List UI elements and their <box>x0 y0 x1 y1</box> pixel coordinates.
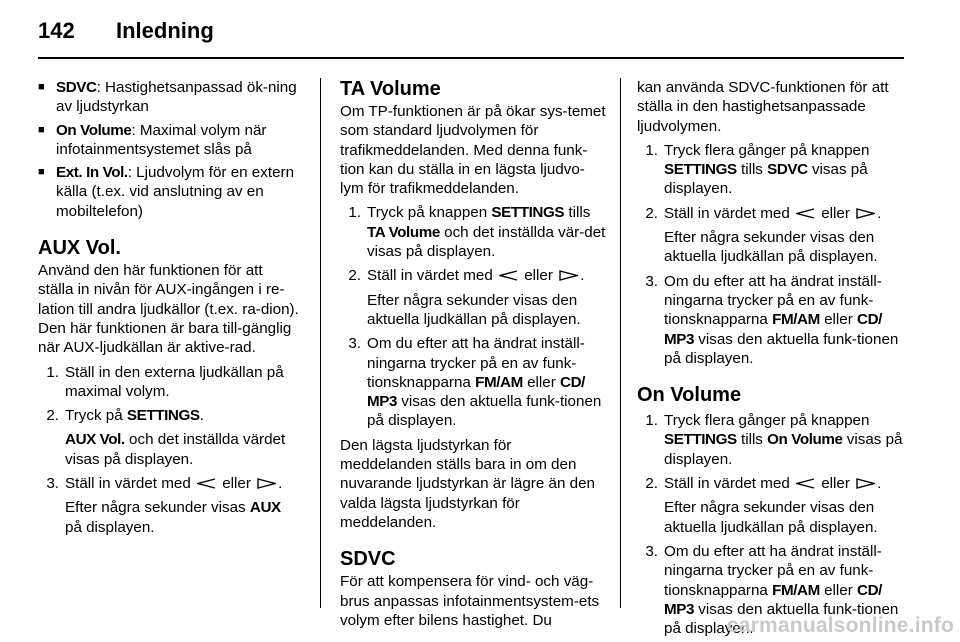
step-item <box>38 474 300 493</box>
step-item <box>637 474 903 493</box>
step-item <box>38 363 300 402</box>
step-text: eller <box>522 373 560 391</box>
square-bullet-icon: ■ <box>38 166 45 179</box>
column-3 <box>637 78 903 638</box>
display-name: TA Volume <box>367 223 440 241</box>
step-text: . <box>199 407 204 425</box>
section-heading-ta-volume: TA Volume <box>340 78 441 100</box>
button-name: SETTINGS <box>664 161 737 179</box>
button-name: CD/ MP3 <box>664 311 882 348</box>
button-name: CD/ MP3 <box>664 581 882 618</box>
step-number: 1. <box>348 204 361 222</box>
button-name: FM/AM <box>772 311 820 329</box>
step-item <box>637 141 903 199</box>
step-number: 1. <box>645 141 658 159</box>
step-text: eller <box>817 475 855 493</box>
step-text: och det inställda värdet visas på displayen. <box>65 431 286 468</box>
step-text: Ställ in värdet med <box>65 475 195 493</box>
bullet-item-on-volume <box>38 121 300 160</box>
step-text: visas den aktuella funk-tionen på displayen. <box>367 393 602 430</box>
section-intro: Använd den här funktionen för att ställa in nivån för AUX-ingången i re-lation till andra ljudkällor (t.ex. ra-dion). Den här funktionen är bara till-gänglig när AUX-ljudkällan är aktive-rad. <box>38 262 299 357</box>
bullet-term: On Volume <box>56 121 132 139</box>
display-name: On Volume <box>767 431 843 449</box>
step-note: Efter några sekunder visas den aktuella ljudkällan på displayen. <box>367 291 581 328</box>
column-2 <box>340 78 606 630</box>
step-number: 3. <box>645 272 658 290</box>
bullet-term: SDVC <box>56 79 97 96</box>
bullet-term: Ext. In Vol. <box>56 164 128 182</box>
step-text: Om du efter att ha ändrat inställ-ningarna trycker på en av funk-tionsknapparna <box>367 335 585 391</box>
step-number: 2. <box>46 407 59 425</box>
step-text: och det inställda vär-det visas på displayen. <box>367 223 606 261</box>
triangle-left-icon <box>796 208 815 219</box>
bullet-text: : Hastighetsanpassad ök-ning av ljudstyrkan <box>56 79 297 116</box>
step-number: 3. <box>46 475 59 493</box>
section-heading-sdvc: SDVC <box>340 548 396 571</box>
step-text: eller <box>817 204 855 222</box>
section-intro: För att kompensera för vind- och väg-brus anpassas infotainmentsystem-ets volym efter bilens hastighet. Du <box>340 573 600 629</box>
step-text: eller <box>819 311 857 329</box>
step-text: eller <box>819 581 857 599</box>
step-item <box>637 411 903 469</box>
display-name: SDVC <box>767 161 808 179</box>
bullet-item-sdvc <box>38 78 300 117</box>
step-text: visas på displayen. <box>664 161 868 198</box>
triangle-left-icon <box>796 478 815 489</box>
step-note <box>65 498 300 537</box>
step-text: Ställ in värdet med <box>664 204 794 222</box>
step-text: Tryck på <box>65 407 127 425</box>
button-name: FM/AM <box>772 581 820 599</box>
step-text: tills <box>736 431 768 449</box>
step-number: 3. <box>348 335 361 353</box>
display-name: AUX Vol. <box>65 431 125 449</box>
header-rule <box>38 57 904 59</box>
step-text: visas den aktuella funk-tionen på displayen. <box>664 600 899 638</box>
step-text: Ställ in den externa ljudkällan på maximal volym. <box>65 363 284 400</box>
triangle-left-icon <box>197 478 216 489</box>
step-number: 1. <box>46 363 59 381</box>
display-name: AUX <box>249 499 281 517</box>
step-item <box>340 334 606 430</box>
button-name: SETTINGS <box>664 431 737 449</box>
step-text: tills <box>564 204 591 222</box>
triangle-right-icon <box>559 270 578 281</box>
step-text: Ställ in värdet med <box>664 475 794 493</box>
triangle-right-icon <box>856 478 875 489</box>
step-text: . <box>877 475 882 493</box>
step-text: på displayen. <box>65 518 155 536</box>
step-text: Efter några sekunder visas <box>65 499 250 517</box>
page-title: Inledning <box>116 18 214 43</box>
section-heading-aux-vol: AUX Vol. <box>38 237 121 260</box>
button-name: SETTINGS <box>126 407 200 425</box>
section-continuation: kan använda SDVC-funktionen för att ställa in den hastighetsanpassade ljudvolymen. <box>637 79 889 135</box>
step-text: Ställ in värdet med <box>367 267 497 285</box>
step-note: Efter några sekunder visas den aktuella ljudkällan på displayen. <box>664 499 878 536</box>
column-divider <box>320 78 321 608</box>
step-number: 1. <box>645 412 658 430</box>
step-text: eller <box>218 475 256 493</box>
square-bullet-icon: ■ <box>38 123 45 136</box>
section-intro: Om TP-funktionen är på ökar sys-temet som standard ljudvolymen för trafikmeddelanden. Med denna funk-tion kan du ställa in en lägsta ljudvo-lym för trafikmeddelanden. <box>340 103 606 198</box>
step-number: 2. <box>645 204 658 222</box>
step-text: tills <box>736 161 768 179</box>
step-item <box>340 203 606 261</box>
step-note: Efter några sekunder visas den aktuella ljudkällan på displayen. <box>664 229 878 266</box>
step-text: . <box>877 204 882 222</box>
step-text: visas på displayen. <box>664 431 903 468</box>
step-item <box>38 406 300 425</box>
step-text: Om du efter att ha ändrat inställ-ningarna trycker på en av funk-tionsknapparna <box>664 542 882 599</box>
triangle-right-icon <box>257 478 276 489</box>
bullet-text: : Maximal volym när infotainmentsystemet slås på <box>56 121 267 158</box>
page-number: 142 <box>38 18 75 43</box>
step-number: 3. <box>645 542 658 560</box>
step-text: . <box>580 267 585 285</box>
step-text: Tryck flera gånger på knappen <box>664 141 870 159</box>
step-number: 2. <box>645 475 658 493</box>
step-text: Om du efter att ha ändrat inställ-ningarna trycker på en av funk-tionsknapparna <box>664 272 882 329</box>
section-heading-on-volume: On Volume <box>637 384 742 407</box>
button-name: SETTINGS <box>491 204 565 222</box>
square-bullet-icon: ■ <box>38 81 45 93</box>
button-name: FM/AM <box>475 373 523 391</box>
step-number: 2. <box>348 267 361 285</box>
column-1 <box>38 78 300 537</box>
triangle-right-icon <box>856 208 875 219</box>
section-outro: Den lägsta ljudstyrkan för meddelanden ställs bara in om den nuvarande ljudstyrkan är lägre än den valda lägsta ljudstyrkan för meddelanden. <box>340 436 595 531</box>
step-text: . <box>278 475 283 493</box>
step-text: Tryck på knappen <box>367 204 492 222</box>
step-text: eller <box>520 267 558 285</box>
step-item <box>340 266 606 285</box>
column-divider <box>620 78 621 608</box>
button-name: CD/ MP3 <box>367 373 585 411</box>
step-item <box>637 272 903 368</box>
step-text: visas den aktuella funk-tionen på displayen. <box>664 330 899 367</box>
bullet-item-ext-in-vol <box>38 163 300 221</box>
watermark: carmanualsonline.info <box>726 614 954 637</box>
bullet-text: : Ljudvolym för en extern källa (t.ex. vid anslutning av en mobiltelefon) <box>56 164 295 220</box>
step-item <box>637 204 903 223</box>
step-text: Tryck flera gånger på knappen <box>664 412 870 430</box>
triangle-left-icon <box>499 270 518 281</box>
step-note <box>65 430 300 469</box>
